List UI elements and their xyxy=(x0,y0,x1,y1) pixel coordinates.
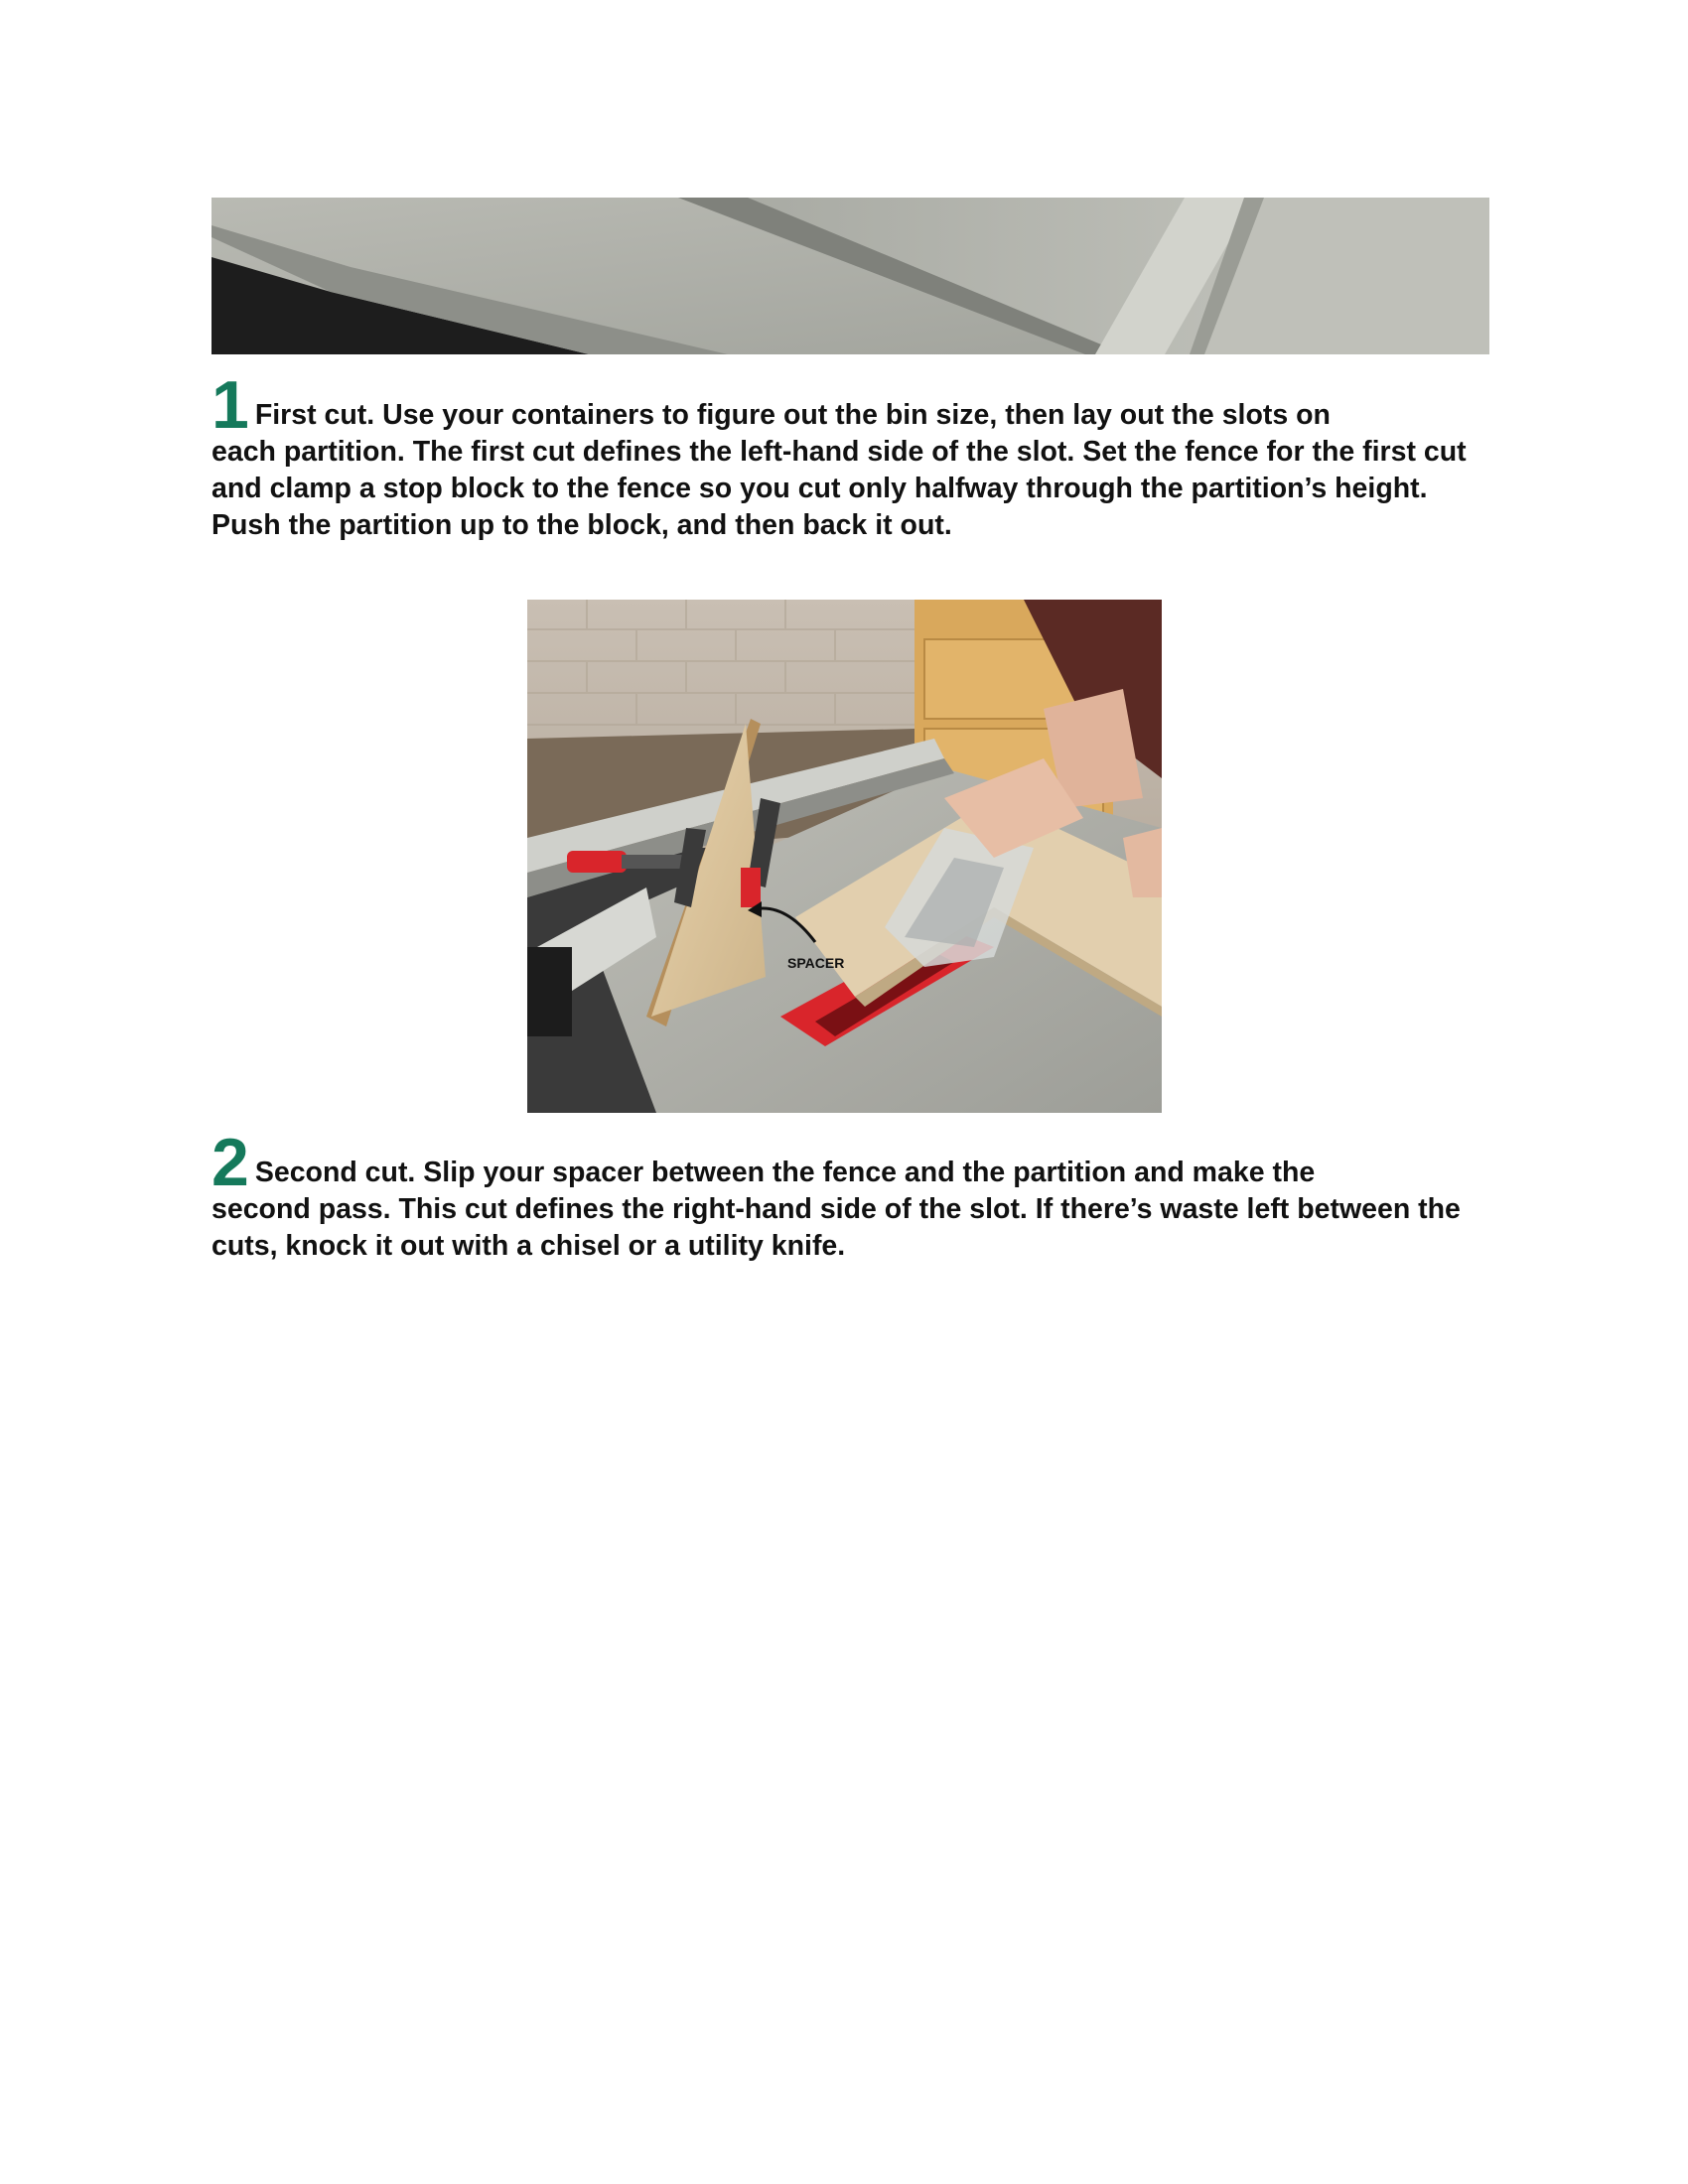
step-1-body: each partition. The first cut defines the left-hand side of the slot. Set the fence for the first cut and clamp a stop block to the fence so you cut only halfway through the partition’s height. Push the partition up to the block, and then back it out. xyxy=(211,436,1467,541)
step-1-first-line-text: Use your containers to figure out the bin size, then lay out the slots on xyxy=(382,399,1331,431)
step-1-title: First cut. xyxy=(254,399,375,431)
step-2-title: Second cut. xyxy=(254,1157,416,1188)
table-saw-cut-photo xyxy=(527,600,1162,1113)
step-1-number: 1 xyxy=(211,367,247,443)
step-2-first-line xyxy=(211,1125,1489,1200)
step-2-number: 2 xyxy=(211,1125,247,1200)
step-1-first-line xyxy=(211,367,1489,443)
step-2-body: second pass. This cut defines the right-hand side of the slot. If there’s waste left between the cuts, knock it out with a chisel or a utility knife. xyxy=(211,1193,1461,1262)
spacer-label: SPACER xyxy=(787,955,845,971)
step-1 xyxy=(211,367,1489,544)
step-2 xyxy=(211,1125,1489,1265)
saw-table-closeup-photo xyxy=(211,198,1489,354)
step-2-first-line-text: Slip your spacer between the fence and the partition and make the xyxy=(423,1157,1316,1188)
